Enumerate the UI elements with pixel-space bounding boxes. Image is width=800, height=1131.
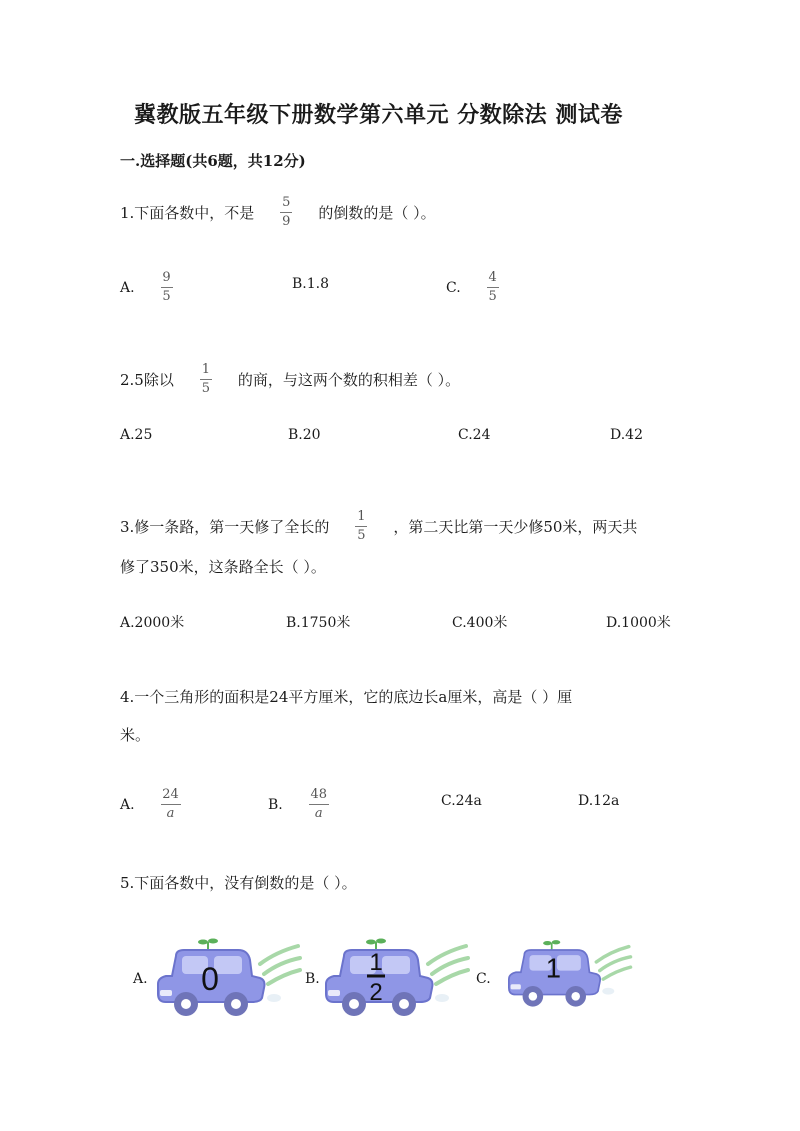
q5-option-c-label[interactable]: C. [476,971,491,987]
question-1-text-pre: 1.下面各数中，不是 [120,204,255,222]
question-3-fraction: $\frac{1}{5}$ [357,509,366,543]
page-title: 冀教版五年级下册数学第六单元 分数除法 测试卷 [134,102,623,128]
q2-option-a[interactable]: A.25 [120,427,153,443]
q3-option-b[interactable]: B.1750米 [286,615,351,631]
question-2 [120,363,460,396]
q2-option-d[interactable]: D.42 [610,427,643,443]
q2-option-b[interactable]: B.20 [288,427,321,443]
q5-option-c-car[interactable] [502,938,634,1010]
question-3-text-post: ，第二天比第一天少修50米，两天共 [393,518,638,536]
q1-option-b[interactable]: B.1.8 [292,276,330,292]
question-1-text-post: 的倒数的是（ ）。 [318,204,436,222]
q1-option-c[interactable]: C. $\frac{4}{5}$ [446,270,497,304]
q5-option-b-label[interactable]: B. [305,971,320,987]
question-5: 5.下面各数中，没有倒数的是（ ）。 [120,874,357,892]
q4-option-a[interactable]: A. $\frac{24}{a}$ [120,787,179,821]
q4-option-b[interactable]: B. $\frac{48}{a}$ [268,787,328,821]
q5-option-c-number: 1 [545,952,562,984]
question-3-line-2: 修了350米，这条路全长（ ）。 [120,558,326,576]
q3-option-d[interactable]: D.1000米 [606,615,671,631]
q5-option-a-number: 0 [201,961,219,997]
question-1 [120,196,436,229]
question-4-line-2: 米。 [120,726,151,744]
q5-option-b-denominator: 2 [369,979,383,1006]
question-3-text-pre: 3.修一条路，第一天修了全长的 [120,518,330,536]
wind-lines-icon [260,946,300,984]
question-4-line-1: 4.一个三角形的面积是24平方厘米，它的底边长a厘米，高是（ ）厘 [120,688,573,706]
q5-option-b-numerator: 1 [369,949,383,976]
q5-option-b-car[interactable] [320,936,470,1020]
wind-lines-icon [428,946,468,984]
q3-option-c[interactable]: C.400米 [452,615,508,631]
wind-lines-icon [596,947,630,980]
section-heading: 一.选择题(共6题，共12分) [120,152,306,170]
question-2-text-post: 的商，与这两个数的积相差（ ）。 [237,371,461,389]
question-2-text-pre: 2.5除以 [120,371,174,389]
q5-option-a-label[interactable]: A. [133,971,148,987]
q5-option-a-car[interactable] [152,936,302,1020]
q3-option-a[interactable]: A.2000米 [120,615,185,631]
q1-option-a[interactable]: A. $\frac{9}{5}$ [120,270,171,304]
question-1-fraction: $\frac{5}{9}$ [282,195,291,229]
q4-option-d[interactable]: D.12a [578,793,620,809]
q2-option-c[interactable]: C.24 [458,427,491,443]
q4-option-c[interactable]: C.24a [441,793,482,809]
question-2-fraction: $\frac{1}{5}$ [201,362,210,396]
question-3 [120,510,637,543]
